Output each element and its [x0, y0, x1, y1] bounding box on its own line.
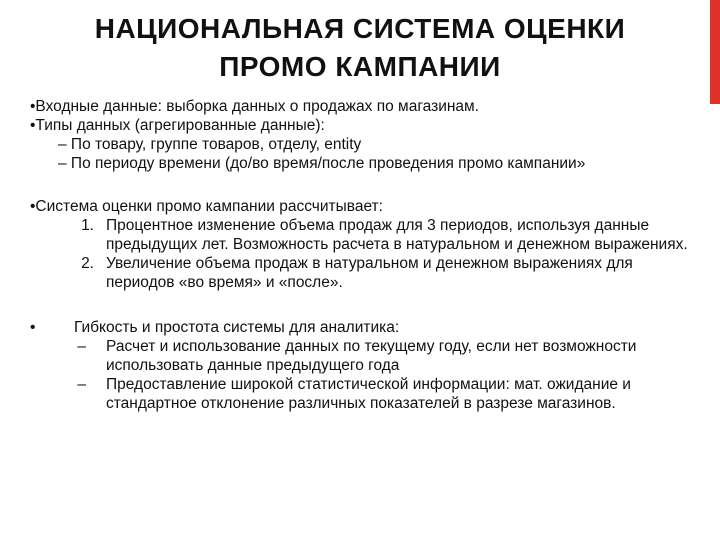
numbered-item	[30, 216, 700, 254]
item-text: Увеличение объема продаж в натуральном и денежном выражениях для периодов «во время» и «после».	[106, 255, 633, 291]
dash-item	[30, 337, 700, 375]
dash-marker: –	[77, 338, 86, 355]
bullet: •	[30, 319, 36, 336]
slide-body	[30, 97, 700, 413]
numbered-item	[30, 254, 700, 292]
data-types-item: •Типы данных (агрегированные данные):	[30, 117, 325, 134]
title-line-1: НАЦИОНАЛЬНАЯ СИСТЕМА ОЦЕНКИ	[94, 13, 626, 44]
title-line-2: ПРОМО КАМПАНИИ	[219, 51, 501, 82]
accent-bar	[710, 0, 720, 104]
page-title	[40, 10, 680, 86]
item-text: Процентное изменение объема продаж для 3 периодов, используя данные предыдущих лет. Возможность расчета в натуральном и денежном выражениях.	[106, 217, 688, 253]
item-number: 1.	[81, 217, 94, 234]
item-text: Расчет и использование данных по текущему году, если нет возможности использовать данные предыдущего года	[106, 338, 637, 374]
system-calculates-heading: •Система оценки промо кампании рассчитывает:	[30, 198, 383, 215]
flexibility-heading: Гибкость и простота системы для аналитика:	[74, 319, 400, 336]
input-data-item: •Входные данные: выборка данных о продажах по магазинам.	[30, 98, 479, 115]
dash-item	[30, 375, 700, 413]
data-types-sub-1: – По товару, группе товаров, отделу, entity	[58, 136, 362, 153]
item-text: Предоставление широкой статистической информации: мат. ожидание и стандартное отклонение различных показателей в разрезе магазинов.	[106, 376, 631, 412]
flexibility-heading-row	[30, 318, 700, 337]
data-types-sub-2: – По периоду времени (до/во время/после проведения промо кампании»	[58, 155, 586, 172]
item-number: 2.	[81, 255, 94, 272]
dash-marker: –	[77, 376, 86, 393]
